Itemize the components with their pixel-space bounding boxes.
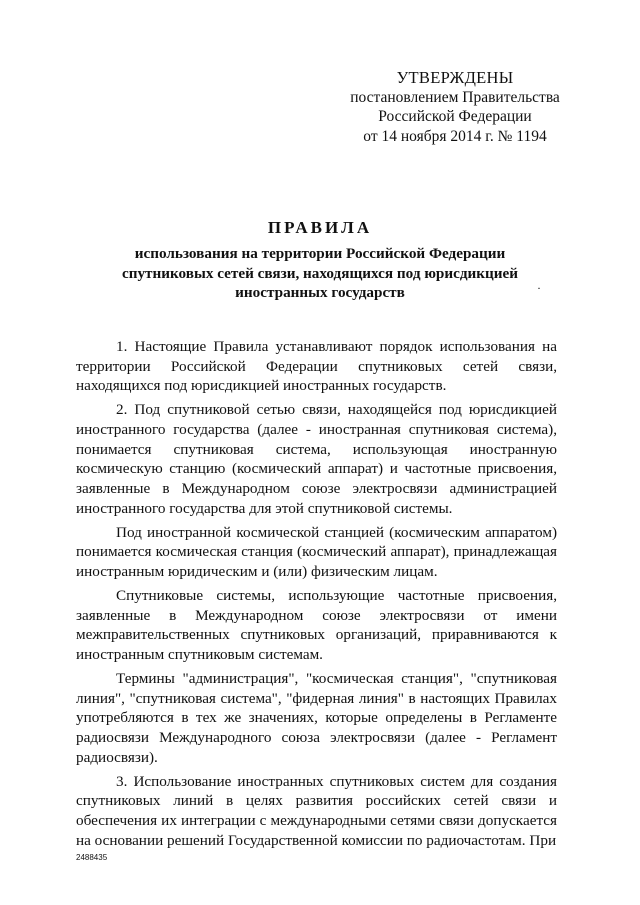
approval-line-2: Российской Федерации <box>378 108 532 125</box>
approval-title: УТВЕРЖДЕНЫ <box>396 68 514 87</box>
paragraph-6: 3. Использование иностранных спутниковых систем для создания спутниковых линий в целях развития российских сетей связи и обеспечения их интеграции с международными сетями связи допускается на основании решений Государственной комиссии по радиочастотам. При <box>76 772 557 849</box>
document-footer-number: 2488435 <box>76 853 108 862</box>
scan-dot-mark: · <box>537 281 541 295</box>
document-title: ПРАВИЛА <box>267 218 373 237</box>
paragraph-4: Спутниковые системы, использующие частотные присвоения, заявленные в Международном союзе электросвязи от имени межправительственных спутниковых организаций, приравниваются к иностранным спутниковым системам. <box>76 587 557 664</box>
paragraph-1: 1. Настоящие Правила устанавливают порядок использования на территории Российской Федерации спутниковых сетей связи, находящихся под юрисдикцией иностранных государств. <box>76 338 557 395</box>
document-body <box>76 337 557 855</box>
approval-stamp <box>340 68 570 146</box>
approval-line-1: постановлением Правительства <box>350 88 560 106</box>
paragraph-5: Термины "администрация", "космическая станция", "спутниковая линия", "спутниковая система", "фидерная линия" в настоящих Правилах употребляются в тех же значениях, которые определены в Регламенте радиосвязи Международного союза электросвязи (далее - Регламент радиосвязи). <box>76 670 557 766</box>
approval-line-3: от 14 ноября 2014 г. № 1194 <box>363 127 547 145</box>
paragraph-3: Под иностранной космической станцией (космическим аппаратом) понимается космическая станция (космический аппарат), принадлежащая иностранным юридическим и (или) физическим лицам. <box>76 523 557 581</box>
paragraph-2: 2. Под спутниковой сетью связи, находящейся под юрисдикцией иностранного государства (далее - иностранная спутниковая система), понимается спутниковая система, использующая иностранную космическую станцию (космический аппарат) и частотные присвоения, заявленные в Международном союзе электросвязи администрацией иностранного государства для этой спутниковой системы. <box>76 401 557 517</box>
document-subtitle: использования на территории Российской Федерации спутниковых сетей связи, находящихся под юрисдикцией иностранных государств <box>121 245 519 301</box>
